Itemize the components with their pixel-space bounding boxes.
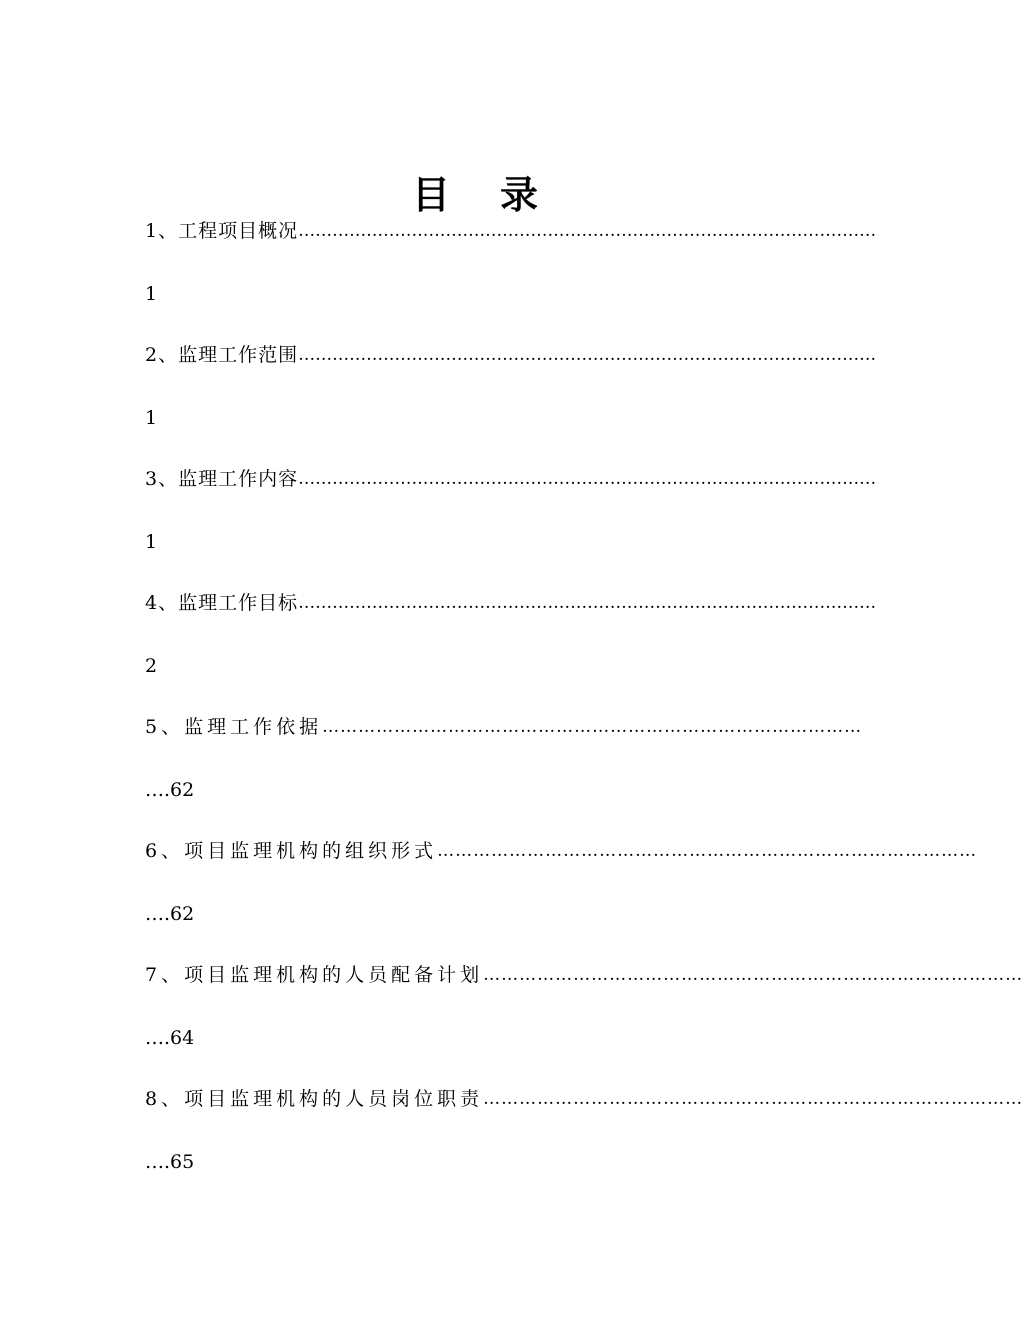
toc-entry-leader: ……………………………………………………………………………… [483, 1089, 1023, 1109]
toc-entry-label: 4、监理工作目标 [145, 592, 299, 614]
toc-entry[interactable] [145, 464, 877, 494]
toc-entry-page: 2 [145, 655, 158, 677]
toc-entry[interactable] [145, 216, 877, 246]
toc-entry-leader: ……………………………………………………………………………… [483, 965, 1023, 985]
page-title [0, 170, 950, 220]
toc-entry-page: ….65 [145, 1151, 195, 1173]
toc-entry-page: 1 [145, 407, 158, 429]
toc-entry[interactable] [145, 836, 978, 866]
toc-entry-label: 7、项目监理机构的人员配备计划 [145, 964, 484, 986]
toc-entry-label: 5、监理工作依据 [145, 716, 323, 738]
toc-entry-page: ….64 [145, 1027, 195, 1049]
toc-entry[interactable] [145, 588, 877, 618]
toc-entry-label: 8、项目监理机构的人员岗位职责 [145, 1088, 484, 1110]
toc-entry-leader: ………………………………………………………………………………………… [298, 469, 877, 489]
toc-entry-leader: ……………………………………………………………………………… [437, 841, 978, 861]
toc-entry-label: 1、工程项目概况 [145, 220, 299, 242]
toc-entry[interactable] [145, 960, 1023, 990]
toc-entry-leader: ………………………………………………………………………………………… [298, 221, 877, 241]
toc-entry-leader: ………………………………………………………………………………………… [298, 593, 877, 613]
toc-entry-leader: ……………………………………………………………………………… [322, 717, 863, 737]
title-char-1: 目 [411, 172, 450, 217]
toc-entry[interactable] [145, 712, 863, 742]
title-char-2: 录 [500, 172, 539, 217]
toc-entry-leader: ………………………………………………………………………………………… [298, 345, 877, 365]
toc-entry-label: 2、监理工作范围 [145, 344, 299, 366]
toc-entry-label: 3、监理工作内容 [145, 468, 299, 490]
toc-entry[interactable] [145, 340, 877, 370]
toc-entry-page: 1 [145, 531, 158, 553]
toc-entry-label: 6、项目监理机构的组织形式 [145, 840, 438, 862]
toc-entry[interactable] [145, 1084, 1023, 1114]
toc-entry-page: ….62 [145, 779, 195, 801]
toc-entry-page: 1 [145, 283, 158, 305]
toc-entry-page: ….62 [145, 903, 195, 925]
